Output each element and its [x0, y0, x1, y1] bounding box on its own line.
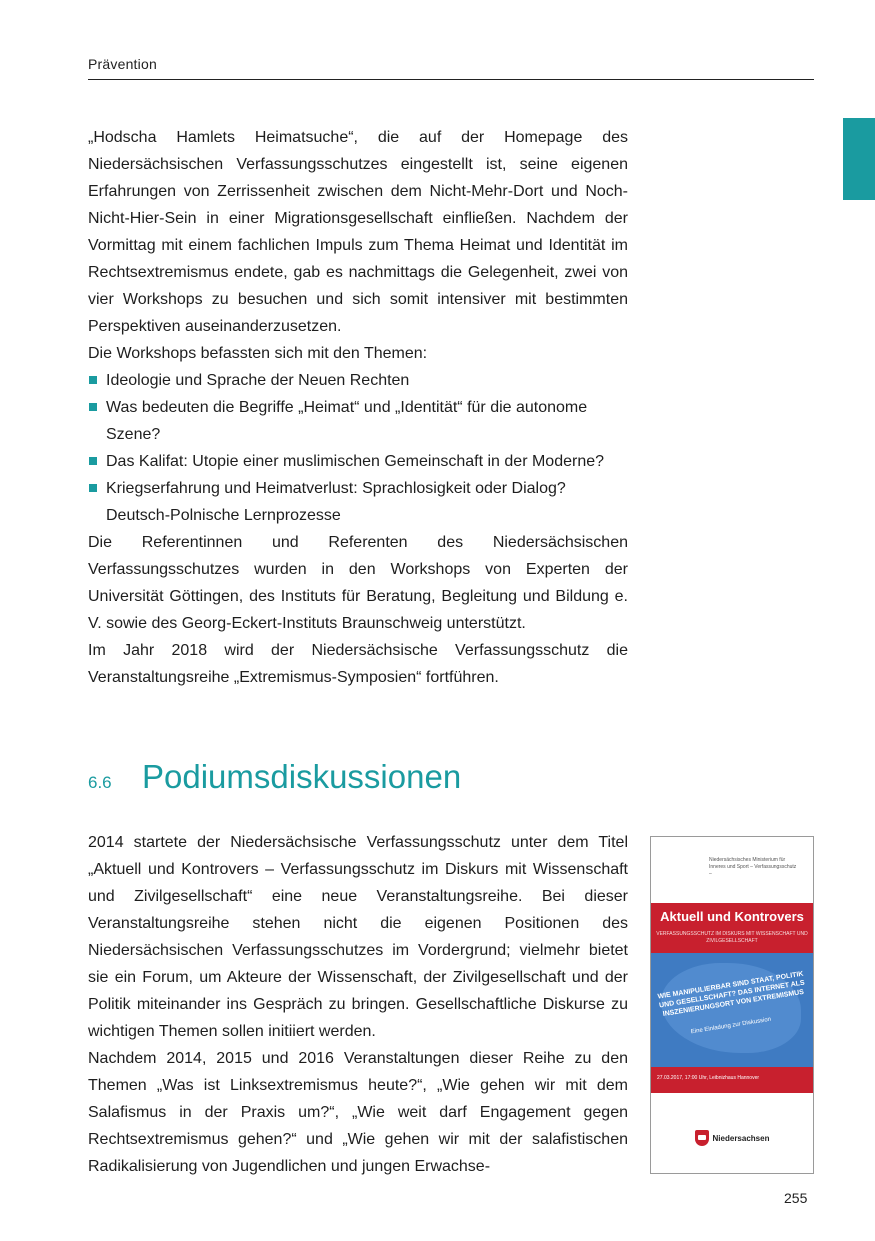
flyer-brand: Niedersachsen	[712, 1133, 770, 1143]
flyer-ministry-text: Niedersächsisches Ministerium für Inneres und Sport – Verfassungsschutz –	[709, 857, 797, 877]
flyer-title-band	[651, 903, 813, 953]
workshop-list	[88, 367, 628, 529]
body-text-block-2	[88, 829, 628, 1180]
section-title: Podiumsdiskussionen	[142, 758, 462, 795]
chapter-edge-tab	[843, 118, 875, 200]
paragraph: 2014 startete der Niedersächsische Verfassungsschutz unter dem Titel „Aktuell und Kontrovers – Verfassungsschutz im Diskurs mit Wissenschaft und Zivilgesellschaft“ eine neue Veranstaltungsreihe. Bei dieser Veranstaltungsreihe stehen nicht die eigenen Positionen des Niedersächsischen Verfassungsschutzes im Vordergrund; vielmehr bietet sie ein Forum, um Akteure der Wissenschaft, der Zivilgesellschaft und der Politik miteinander ins Gespräch zu bringen. Gesellschaftliche Diskurse zu wichtigen Themen sollen initiiert werden.	[88, 834, 628, 1040]
workshops-intro: Die Workshops befassten sich mit den Themen:	[88, 345, 428, 362]
list-item: Kriegserfahrung und Heimatverlust: Sprachlosigkeit oder Dialog? Deutsch-Polnische Lernprozesse	[88, 475, 628, 529]
body-text-block-1	[88, 124, 628, 691]
flyer-map-panel	[651, 953, 813, 1067]
flyer-invite: Eine Einladung zur Diskussion	[690, 1016, 772, 1036]
list-item: Was bedeuten die Begriffe „Heimat“ und „Identität“ für die autonome Szene?	[88, 394, 628, 448]
flyer-subtitle: VERFASSUNGSSCHUTZ IM DISKURS MIT WISSENSCHAFT UND ZIVILGESELLSCHAFT	[656, 931, 808, 944]
running-title: Prävention	[88, 56, 157, 72]
paragraph: Die Referentinnen und Referenten des Niedersächsischen Verfassungsschutzes wurden in den Workshops von Experten der Universität Göttingen, des Instituts für Beratung, Begleitung und Bildung e. V. sowie des Georg-Eckert-Instituts Braunschweig unterstützt.	[88, 534, 628, 632]
event-flyer-image	[650, 836, 814, 1174]
flyer-logo	[651, 1123, 813, 1153]
paragraph: Nachdem 2014, 2015 und 2016 Veranstaltungen dieser Reihe zu den Themen „Was ist Linksextremismus heute?“, „Wie gehen wir mit dem Salafismus in der Praxis um?“, „Wie weit darf Engagement gegen Rechtsextremismus gehen?“ und „Wie gehen wir mit der salafistischen Radikalisierung von Jugendlichen und jungen Erwachse-	[88, 1050, 628, 1175]
flyer-title: Aktuell und Kontrovers	[660, 909, 804, 924]
page-number: 255	[784, 1190, 808, 1206]
list-item: Ideologie und Sprache der Neuen Rechten	[88, 367, 628, 394]
flyer-date: 27.03.2017, 17:00 Uhr, Leibnizhaus Hannover	[657, 1075, 760, 1081]
flyer-date-band	[651, 1067, 813, 1093]
paragraph: Im Jahr 2018 wird der Niedersächsische Verfassungsschutz die Veranstaltungsreihe „Extremismus-Symposien“ fortführen.	[88, 642, 628, 686]
header-rule	[88, 79, 814, 80]
paragraph: „Hodscha Hamlets Heimatsuche“, die auf der Homepage des Niedersächsischen Verfassungsschutzes eingestellt ist, seine eigenen Erfahrungen von Zerrissenheit zwischen dem Nicht-Mehr-Dort und Noch-Nicht-Hier-Sein in einer Migrationsgesellschaft einfließen. Nachdem der Vormittag mit einem fachlichen Impuls zum Thema Heimat und Identität im Rechtsextremismus endete, gab es nachmittags die Gelegenheit, zwei von vier Workshops zu besuchen und sich somit intensiver mit bestimmten Perspektiven auseinanderzusetzen.	[88, 129, 628, 335]
horse-crest-icon	[695, 1130, 709, 1146]
list-item: Das Kalifat: Utopie einer muslimischen Gemeinschaft in der Moderne?	[88, 448, 628, 475]
flyer-headline: WIE MANIPULIERBAR SIND STAAT, POLITIK UND GESELLSCHAFT? DAS INTERNET ALS INSZENIERUNGSORT VON EXTREMISMUS	[657, 970, 806, 1019]
section-heading	[88, 758, 461, 808]
section-number: 6.6	[88, 773, 112, 792]
